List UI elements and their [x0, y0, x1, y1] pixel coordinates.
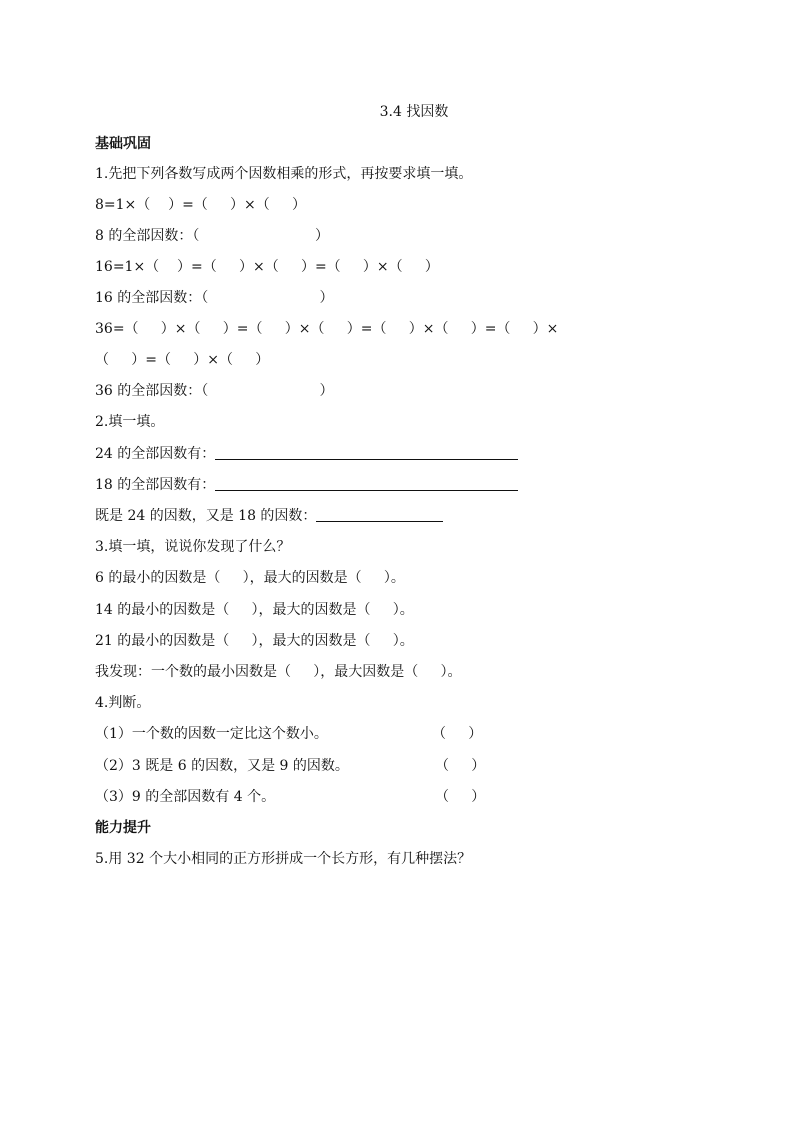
q4-answer-paren-1[interactable]: （ ） — [432, 726, 483, 742]
q4-answer-paren-2[interactable]: （ ） — [435, 758, 486, 774]
page-title: 3.4 找因数 — [379, 104, 449, 120]
question-1-stem: 1.先把下列各数写成两个因数相乘的形式，再按要求填一填。 — [95, 166, 473, 182]
q3-line-14: 14 的最小的因数是（ ），最大的因数是（ ）。 — [95, 602, 414, 618]
q4-item-1: （1）一个数的因数一定比这个数小。 — [95, 726, 328, 742]
q1-line-8: 8=1×（ ）=（ ）×（ ） — [95, 197, 307, 213]
q4-answer-paren-3[interactable]: （ ） — [435, 789, 486, 805]
q1-factors-16: 16 的全部因数：（ ） — [95, 290, 334, 306]
q4-item-2: （2）3 既是 6 的因数，又是 9 的因数。 — [95, 758, 349, 774]
q1-line-16: 16=1×（ ）=（ ）×（ ）=（ ）×（ ） — [95, 259, 439, 275]
question-4-stem: 4.判断。 — [95, 695, 151, 711]
question-3-stem: 3.填一填，说说你发现了什么？ — [95, 539, 291, 555]
q2-row-24 — [95, 445, 518, 463]
q3-discovery: 我发现：一个数的最小因数是（ ），最大因数是（ ）。 — [95, 664, 462, 680]
answer-blank-18[interactable] — [215, 476, 518, 491]
q3-line-21: 21 的最小的因数是（ ），最大的因数是（ ）。 — [95, 633, 414, 649]
q2-row-common — [95, 507, 443, 525]
q2-label-24: 24 的全部因数有： — [95, 446, 216, 462]
q1-factors-36: 36 的全部因数：（ ） — [95, 383, 334, 399]
answer-blank-common[interactable] — [316, 507, 443, 522]
q4-item-3: （3）9 的全部因数有 4 个。 — [95, 789, 276, 805]
answer-blank-24[interactable] — [215, 445, 518, 460]
q2-label-common: 既是 24 的因数，又是 18 的因数： — [95, 508, 317, 524]
q2-label-18: 18 的全部因数有： — [95, 477, 216, 493]
section-heading-basic: 基础巩固 — [95, 136, 151, 152]
q3-line-6: 6 的最小的因数是（ ），最大的因数是（ ）。 — [95, 570, 405, 586]
q1-line-36-b: （ ）=（ ）×（ ） — [95, 352, 270, 368]
question-2-stem: 2.填一填。 — [95, 414, 165, 430]
q1-line-36-a: 36=（ ）×（ ）=（ ）×（ ）=（ ）×（ ）=（ ）× — [95, 321, 559, 337]
q2-row-18 — [95, 476, 518, 494]
question-5-stem: 5.用 32 个大小相同的正方形拼成一个长方形，有几种摆法？ — [95, 851, 472, 867]
q1-factors-8: 8 的全部因数：（ ） — [95, 228, 330, 244]
section-heading-advanced: 能力提升 — [95, 820, 151, 836]
